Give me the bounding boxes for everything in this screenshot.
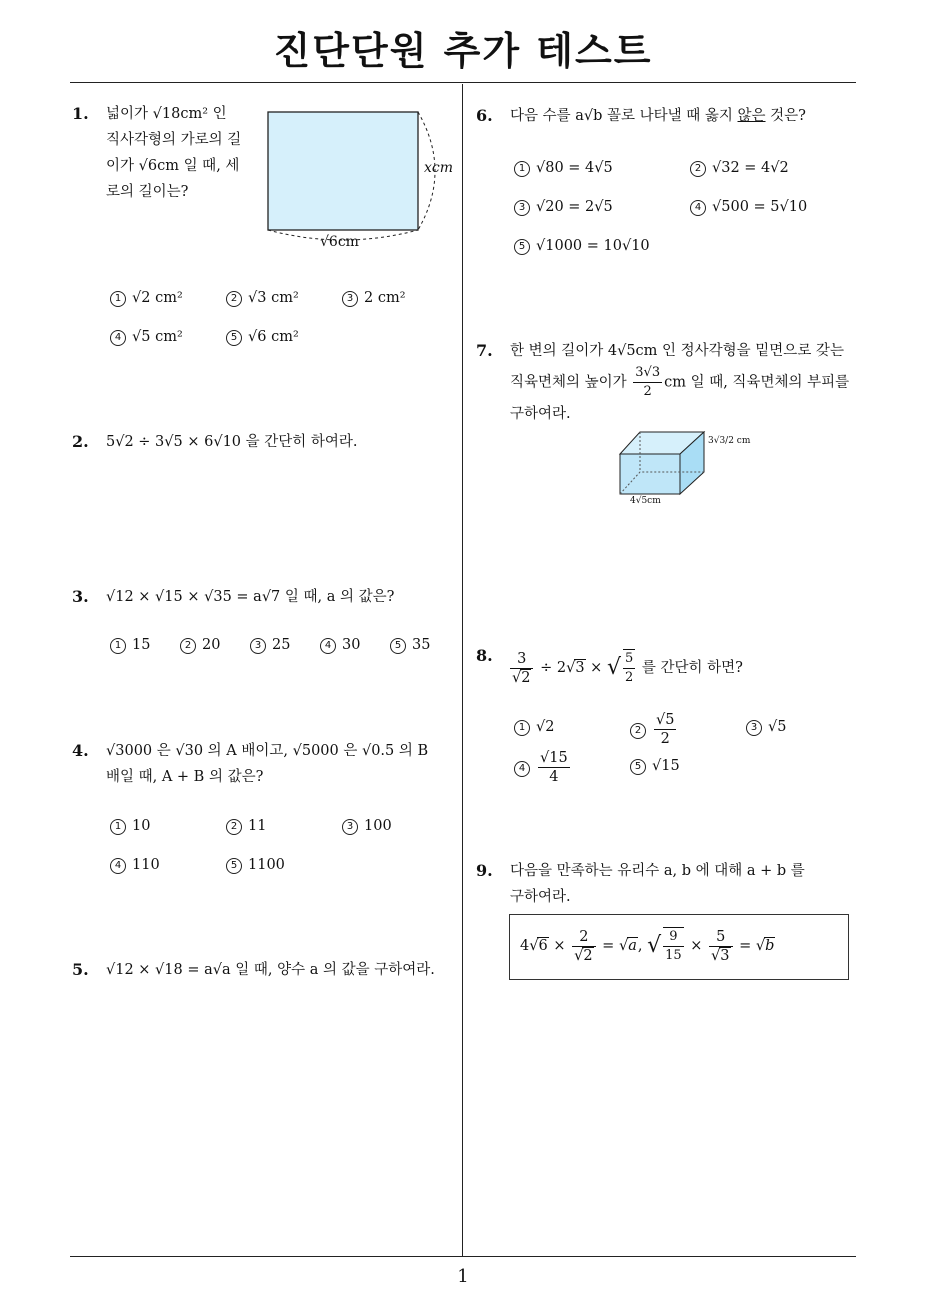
option[interactable]: 5 √15 xyxy=(630,758,680,775)
q9-line: 구하여라. xyxy=(510,889,571,905)
option[interactable]: 1 10 xyxy=(110,818,150,835)
q7-base-label: 4√5cm xyxy=(630,496,661,506)
q7-text xyxy=(510,338,849,427)
q3-text: √12 × √15 × √35 = a√7 일 때, a 의 값은? xyxy=(106,589,395,605)
q1-line: 넓이가 √18cm² 인 xyxy=(106,106,227,122)
option[interactable]: 3 √5 xyxy=(746,719,786,736)
q2-text: 5√2 ÷ 3√5 × 6√10 을 간단히 하여라. xyxy=(106,434,358,450)
q9-line: 다음을 만족하는 유리수 a, b 에 대해 a + b 를 xyxy=(510,863,805,879)
option[interactable]: 4 $\frac{√15}{4}$ xyxy=(514,749,572,786)
q7-line: 한 변의 길이가 4√5cm 인 정사각형을 밑면으로 갖는 xyxy=(510,343,844,359)
q6-number: 6. xyxy=(476,106,493,125)
q9-text xyxy=(510,858,805,910)
q1-line: 직사각형의 가로의 길 xyxy=(106,132,242,148)
option[interactable]: 1 √2 xyxy=(514,719,554,736)
option[interactable]: 1 15 xyxy=(110,637,150,654)
option[interactable]: 4 √500 = 5√10 xyxy=(690,199,807,216)
option[interactable]: 4 110 xyxy=(110,857,160,874)
option[interactable]: 2 √32 = 4√2 xyxy=(690,160,789,177)
q1-rectangle-figure xyxy=(262,104,462,254)
q8-text: 3 √ 2 ÷ 2√ 3 × √ $\frac{5}{2}$ 를 간단히 하면? xyxy=(508,646,743,690)
option[interactable]: 4 √5 cm² xyxy=(110,329,183,346)
q7-number: 7. xyxy=(476,341,493,360)
page-title: 진단단원 추가 테스트 xyxy=(273,29,653,73)
page-number: 1 xyxy=(457,1266,469,1287)
option[interactable]: 5 35 xyxy=(390,637,430,654)
q6-underlined-word: 않은 xyxy=(737,108,766,124)
q1-text xyxy=(106,101,256,205)
option[interactable]: 2 11 xyxy=(226,818,266,835)
option[interactable]: 2 √3 cm² xyxy=(226,290,299,307)
q7-line: 직육면체의 높이가 $\frac{3√3}{2}$ cm 일 때, 직육면체의 부피를 xyxy=(510,365,850,399)
option[interactable]: 5 1100 xyxy=(226,857,285,874)
footer-rule xyxy=(70,1256,856,1257)
q2-number: 2. xyxy=(72,432,89,451)
q4-number: 4. xyxy=(72,741,89,760)
option[interactable]: 3 √20 = 2√5 xyxy=(514,199,613,216)
option[interactable]: 2 20 xyxy=(180,637,220,654)
option[interactable]: 3 2 cm² xyxy=(342,290,406,307)
header-rule xyxy=(70,82,856,83)
q1-number: 1. xyxy=(72,104,89,123)
option[interactable]: 5 √1000 = 10√10 xyxy=(514,238,650,255)
option[interactable]: 4 30 xyxy=(320,637,360,654)
option[interactable]: 3 25 xyxy=(250,637,290,654)
q4-text xyxy=(106,738,456,790)
option[interactable]: 1 √2 cm² xyxy=(110,290,183,307)
q5-text: √12 × √18 = a√a 일 때, 양수 a 의 값을 구하여라. xyxy=(106,962,435,978)
q1-line: 이가 √6cm 일 때, 세 xyxy=(106,158,240,174)
q7-line: 구하여라. xyxy=(510,406,571,422)
option[interactable]: 5 √6 cm² xyxy=(226,329,299,346)
q9-number: 9. xyxy=(476,861,493,880)
q1-side-label: xcm xyxy=(424,160,454,176)
q1-line: 로의 길이는? xyxy=(106,184,189,200)
option[interactable]: 1 √80 = 4√5 xyxy=(514,160,613,177)
option[interactable]: 3 100 xyxy=(342,818,392,835)
q8-number: 8. xyxy=(476,646,493,665)
q7-height-label: 3√3/2 cm xyxy=(708,436,751,446)
column-divider xyxy=(462,84,463,1256)
q4-line: 배일 때, A + B 의 값은? xyxy=(106,769,264,785)
q4-line: √3000 은 √30 의 A 배이고, √5000 은 √0.5 의 B xyxy=(106,743,429,759)
q9-equation: 4√ 6 × 2 √ 2 = √ a, √ $\frac{9}{15}$ × 5 √ 3 = √ b xyxy=(520,924,775,968)
q1-bottom-label: √6cm xyxy=(320,234,359,250)
q6-text: 다음 수를 a√b 꼴로 나타낼 때 옳지 않은 것은? xyxy=(510,108,806,124)
option[interactable]: 2 $\frac{√5}{2}$ xyxy=(630,711,678,748)
q3-number: 3. xyxy=(72,587,89,606)
q5-number: 5. xyxy=(72,960,89,979)
